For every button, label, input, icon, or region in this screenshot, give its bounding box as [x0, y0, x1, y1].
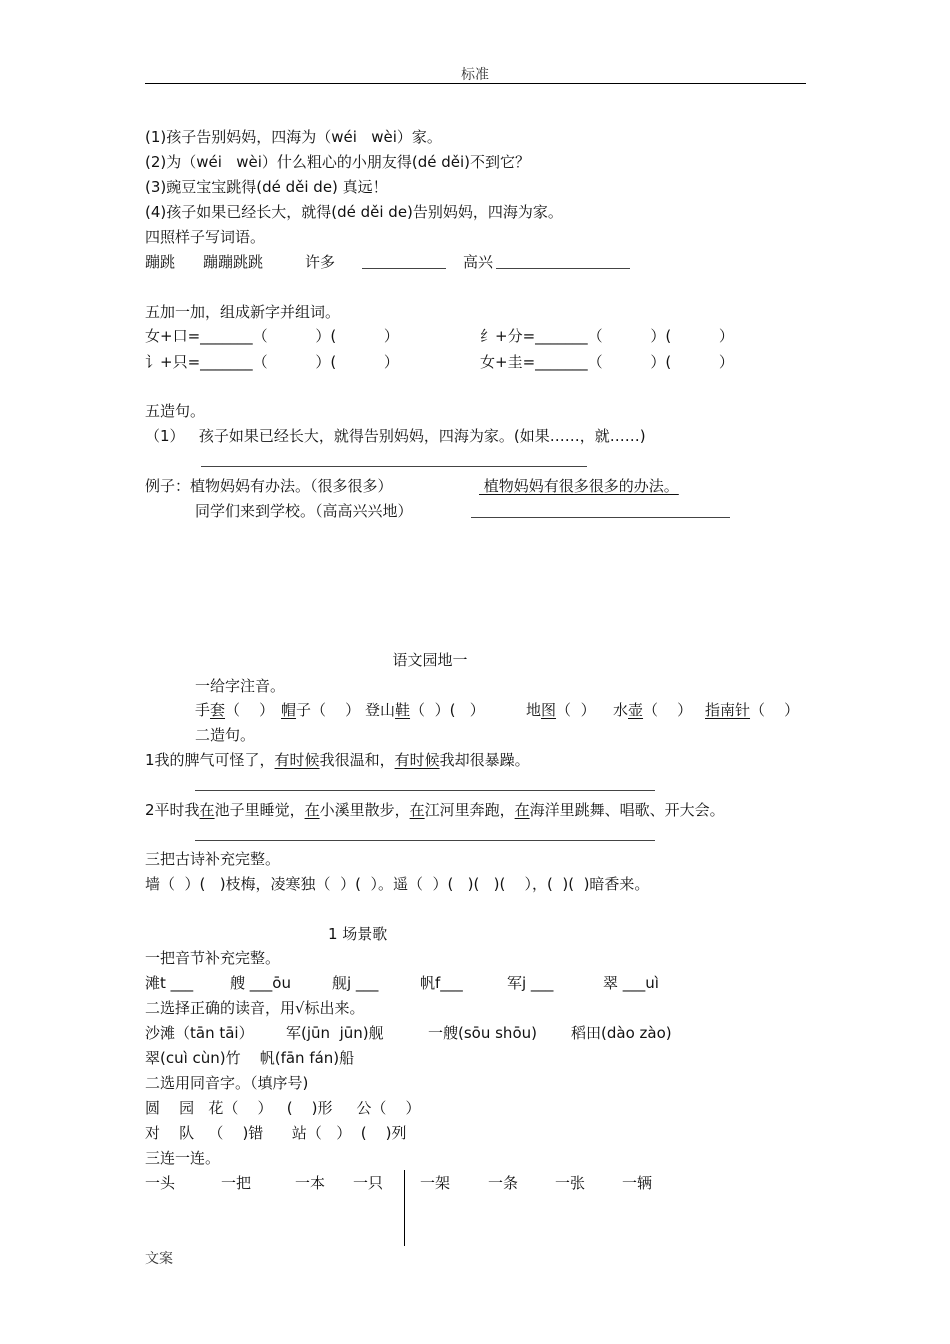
match-right-2[interactable]: 一条: [488, 1174, 519, 1192]
syllable-item-3: 舰j ___: [332, 974, 379, 992]
compose-row-2a: 讠+只=_______（ ）( ）: [145, 353, 399, 371]
section-5-title: 五加一加，组成新字并组词。: [145, 303, 341, 321]
pinyin-item-1: 手套（ ）: [195, 701, 275, 719]
answer-line[interactable]: [195, 840, 655, 841]
example-label: 例子：植物妈妈有办法。（很多很多）: [145, 477, 393, 495]
match-right-4[interactable]: 一辆: [622, 1174, 653, 1192]
answer-line[interactable]: [201, 466, 587, 467]
match-right-1[interactable]: 一架: [420, 1174, 451, 1192]
question-3: (3)豌豆宝宝跳得(dé děi de) 真远！: [145, 178, 388, 196]
match-left-4[interactable]: 一只: [353, 1174, 384, 1192]
example-answer: 植物妈妈有很多很多的办法。: [479, 477, 679, 495]
reading-item-3: 一艘(sōu shōu): [428, 1024, 537, 1042]
section-6-title: 五造句。: [145, 402, 206, 420]
page-header: 标准: [461, 67, 489, 83]
question-2: (2)为（wéi wèi）什么粗心的小朋友得(dé děi)不到它？: [145, 153, 531, 171]
example-question: 同学们来到学校。（高高兴兴地）: [195, 502, 413, 520]
pinyin-item-5: 水壶（ ）: [613, 701, 693, 719]
syllable-item-5: 军j ___: [507, 974, 554, 992]
match-left-2[interactable]: 一把: [221, 1174, 252, 1192]
homophone-row-1: 圆 园 花（ ） ( )形 公（ ）: [145, 1099, 421, 1117]
answer-line[interactable]: [471, 517, 730, 518]
poem-task-text: 墙（ ）( )枝梅，凌寒独（ ）( ）。遥（ ）( )( )( ），( )( )暗香来。: [145, 875, 650, 893]
question-4: (4)孩子如果已经长大，就得(dé děi de)告别妈妈，四海为家。: [145, 203, 563, 221]
homophone-task-title: 二选用同音字。（填序号): [145, 1074, 309, 1092]
pinyin-item-4: 地图（ ）: [526, 701, 596, 719]
lesson-title: 1 场景歌: [328, 925, 388, 943]
word-example-a: 蹦跳: [145, 253, 176, 271]
reading-item-4: 稻田(dào zào): [571, 1024, 672, 1042]
match-task-title: 三连一连。: [145, 1149, 221, 1167]
answer-line[interactable]: [496, 268, 630, 269]
sentence-q1: （1） 孩子如果已经长大，就得告别妈妈，四海为家。(如果……，就……): [145, 427, 646, 445]
word-prompt-d: 高兴: [463, 253, 494, 271]
match-left-3[interactable]: 一本: [295, 1174, 326, 1192]
syllable-item-2: 艘 ___ōu: [230, 974, 291, 992]
reading-item-2: 军(jūn jūn)舰: [286, 1024, 384, 1042]
match-divider: [404, 1170, 405, 1246]
syllable-item-4: 帆f___: [420, 974, 463, 992]
sentence-task-title: 二造句。: [195, 726, 256, 744]
reading-task-title: 二选择正确的读音，用√标出来。: [145, 999, 365, 1017]
compose-row-2b: 女+圭=_______（ ）( ）: [480, 353, 734, 371]
pinyin-task-title: 一给字注音。: [195, 677, 286, 695]
compose-row-1b: 纟+分=_______（ ）( ）: [480, 327, 734, 345]
header-divider: [145, 83, 806, 84]
reading-item-1: 沙滩（tān tāi）: [145, 1024, 254, 1042]
pinyin-item-2: 帽子（ ）: [281, 701, 361, 719]
section-title-yuwen: 语文园地一: [392, 651, 468, 669]
sentence-task-q2: 2平时我在池子里睡觉，在小溪里散步，在江河里奔跑，在海洋里跳舞、唱歌、开大会。: [145, 801, 725, 819]
homophone-row-2: 对 队 （ )错 站（ ） ( )列: [145, 1124, 407, 1142]
reading-row-2: 翠(cuì cùn)竹 帆(fān fán)船: [145, 1049, 355, 1067]
pinyin-item-6: 指南针（ ）: [705, 701, 800, 719]
question-1: (1)孩子告别妈妈，四海为（wéi wèi）家。: [145, 128, 442, 146]
syllable-task-title: 一把音节补充完整。: [145, 949, 281, 967]
page-footer: 文案: [145, 1251, 173, 1267]
match-right-3[interactable]: 一张: [555, 1174, 586, 1192]
syllable-item-6: 翠 ___uì: [603, 974, 659, 992]
pinyin-item-3: 登山鞋（ ）( ）: [365, 701, 485, 719]
answer-line[interactable]: [362, 268, 446, 269]
section-4-title: 四照样子写词语。: [145, 228, 266, 246]
sentence-task-q1: 1我的脾气可怪了，有时候我很温和，有时候我却很暴躁。: [145, 751, 530, 769]
word-example-b: 蹦蹦跳跳: [203, 253, 264, 271]
answer-line[interactable]: [195, 790, 655, 791]
syllable-item-1: 滩t ___: [145, 974, 194, 992]
match-left-1[interactable]: 一头: [145, 1174, 176, 1192]
compose-row-1a: 女+口=_______（ ）( ）: [145, 327, 399, 345]
word-prompt-c: 许多: [305, 253, 336, 271]
poem-task-title: 三把古诗补充完整。: [145, 850, 281, 868]
